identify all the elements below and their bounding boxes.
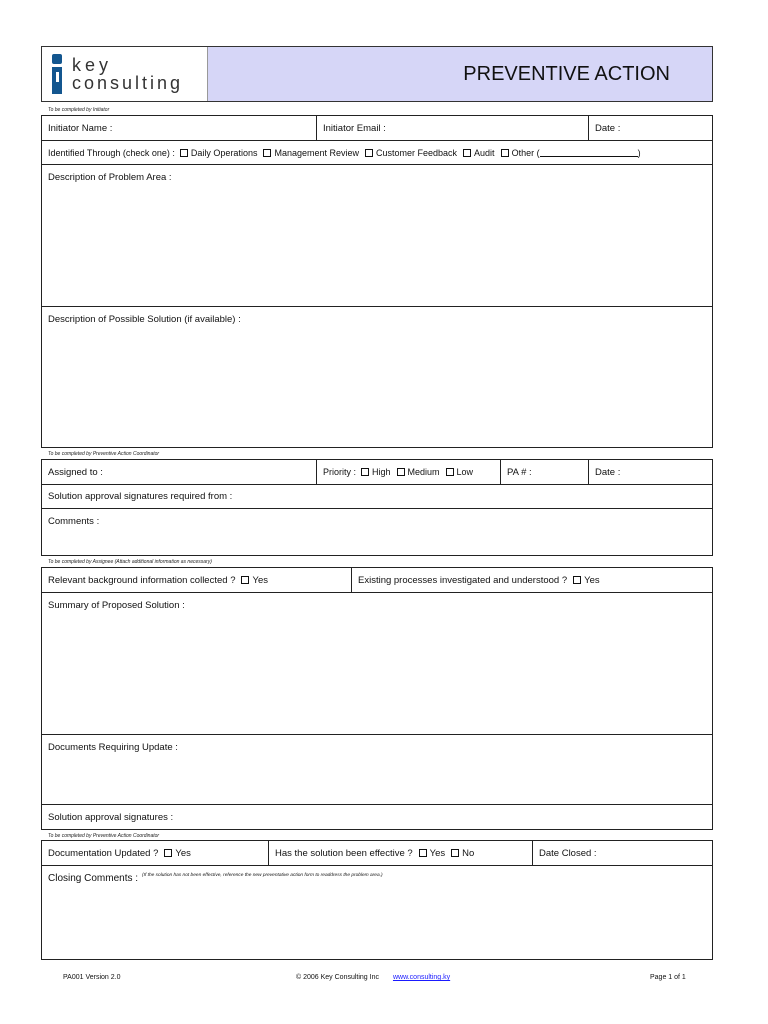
- pa-number-field[interactable]: PA # :: [501, 460, 589, 484]
- closing-comments-note: (If the solution has not been effective, reference the new preventative action form to readdress the problem area.): [142, 873, 383, 878]
- checkbox-other[interactable]: [501, 149, 509, 157]
- option-medium: Medium: [407, 467, 440, 477]
- company-logo: [42, 47, 208, 101]
- priority-row: [317, 460, 501, 484]
- assignee-section: [41, 567, 713, 830]
- doc-updated-yes-label: Yes: [175, 847, 191, 859]
- checkbox-effective-yes[interactable]: [419, 849, 427, 857]
- section-note-closing: To be completed by Preventive Action Coordinator: [48, 833, 160, 839]
- logo-line-1: key: [72, 55, 113, 75]
- proposed-solution-summary-field[interactable]: Summary of Proposed Solution :: [48, 600, 185, 611]
- logo-line-2: consulting: [72, 73, 184, 93]
- footer-copyright: [296, 974, 450, 981]
- option-audit: Audit: [474, 147, 495, 158]
- section-note-coordinator: To be completed by Preventive Action Coordinator: [48, 451, 160, 457]
- processes-investigated-row: [352, 568, 712, 592]
- form-title: PREVENTIVE ACTION: [463, 62, 670, 85]
- initiator-section: [41, 115, 713, 448]
- footer-copyright-text: © 2006 Key Consulting Inc: [296, 974, 379, 981]
- coordinator-section: [41, 459, 713, 556]
- footer-page-number: Page 1 of 1: [650, 974, 686, 981]
- background-label: Relevant background information collected ?: [48, 574, 236, 586]
- initiator-date-field[interactable]: Date :: [595, 122, 621, 134]
- closing-comments-field[interactable]: [42, 866, 712, 959]
- coordinator-date-field[interactable]: Date :: [595, 466, 621, 478]
- background-yes-label: Yes: [252, 574, 268, 586]
- option-high: High: [372, 467, 391, 477]
- checkbox-processes-yes[interactable]: [573, 576, 581, 584]
- date-closed-field[interactable]: Date Closed :: [539, 847, 597, 859]
- processes-label: Existing processes investigated and understood ?: [358, 574, 568, 586]
- other-close-paren: ): [637, 147, 641, 158]
- option-customer-feedback: Customer Feedback: [376, 147, 458, 158]
- section-note-assignee: To be completed by Assignee (Attach additional information as necessary): [48, 559, 212, 565]
- effective-no-label: No: [462, 847, 475, 859]
- priority-label: Priority :: [323, 467, 357, 477]
- assigned-to-field[interactable]: Assigned to :: [42, 460, 317, 484]
- closing-section: [41, 840, 713, 960]
- background-collected-row: [42, 568, 352, 592]
- identified-through-label: Identified Through (check one) :: [48, 147, 175, 158]
- processes-yes-label: Yes: [584, 574, 600, 586]
- initiator-name-field[interactable]: Initiator Name :: [42, 116, 317, 140]
- footer-website-link[interactable]: www.consulting.ky: [392, 974, 451, 981]
- footer-version: PA001 Version 2.0: [63, 974, 121, 981]
- initiator-email-field[interactable]: Initiator Email :: [317, 116, 589, 140]
- checkbox-customer-feedback[interactable]: [365, 149, 373, 157]
- solution-approval-signatures-field[interactable]: Solution approval signatures :: [48, 811, 174, 823]
- logo-text: [72, 56, 183, 92]
- documents-requiring-update-field[interactable]: Documents Requiring Update :: [48, 742, 178, 753]
- checkbox-background-yes[interactable]: [241, 576, 249, 584]
- identified-through-row: [42, 141, 712, 164]
- comments-field[interactable]: Comments :: [48, 516, 100, 527]
- closing-comments-label: Closing Comments :: [48, 873, 139, 884]
- doc-updated-label: Documentation Updated ?: [48, 847, 159, 859]
- checkbox-effective-no[interactable]: [451, 849, 459, 857]
- checkbox-doc-updated-yes[interactable]: [164, 849, 172, 857]
- checkbox-priority-high[interactable]: [361, 468, 369, 476]
- option-other: Other (: [511, 147, 540, 158]
- problem-description-field[interactable]: Description of Problem Area :: [48, 172, 172, 183]
- checkbox-management-review[interactable]: [263, 149, 271, 157]
- option-daily-operations: Daily Operations: [190, 147, 258, 158]
- possible-solution-field[interactable]: Description of Possible Solution (if available) :: [48, 314, 241, 325]
- option-management-review: Management Review: [274, 147, 359, 158]
- documentation-updated-row: [42, 841, 269, 865]
- checkbox-priority-medium[interactable]: [397, 468, 405, 476]
- effective-label: Has the solution been effective ?: [275, 847, 413, 859]
- checkbox-priority-low[interactable]: [446, 468, 454, 476]
- checkbox-daily-operations[interactable]: [180, 149, 188, 157]
- checkbox-audit[interactable]: [463, 149, 471, 157]
- effective-yes-label: Yes: [429, 847, 446, 859]
- solution-effective-row: [269, 841, 533, 865]
- form-header: [41, 46, 713, 102]
- option-low: Low: [456, 467, 474, 477]
- approval-required-field[interactable]: Solution approval signatures required from :: [48, 491, 233, 502]
- other-text-line[interactable]: [540, 148, 638, 157]
- key-logo-icon: [49, 54, 65, 94]
- section-note-initiator: To be completed by Initiator: [48, 107, 110, 113]
